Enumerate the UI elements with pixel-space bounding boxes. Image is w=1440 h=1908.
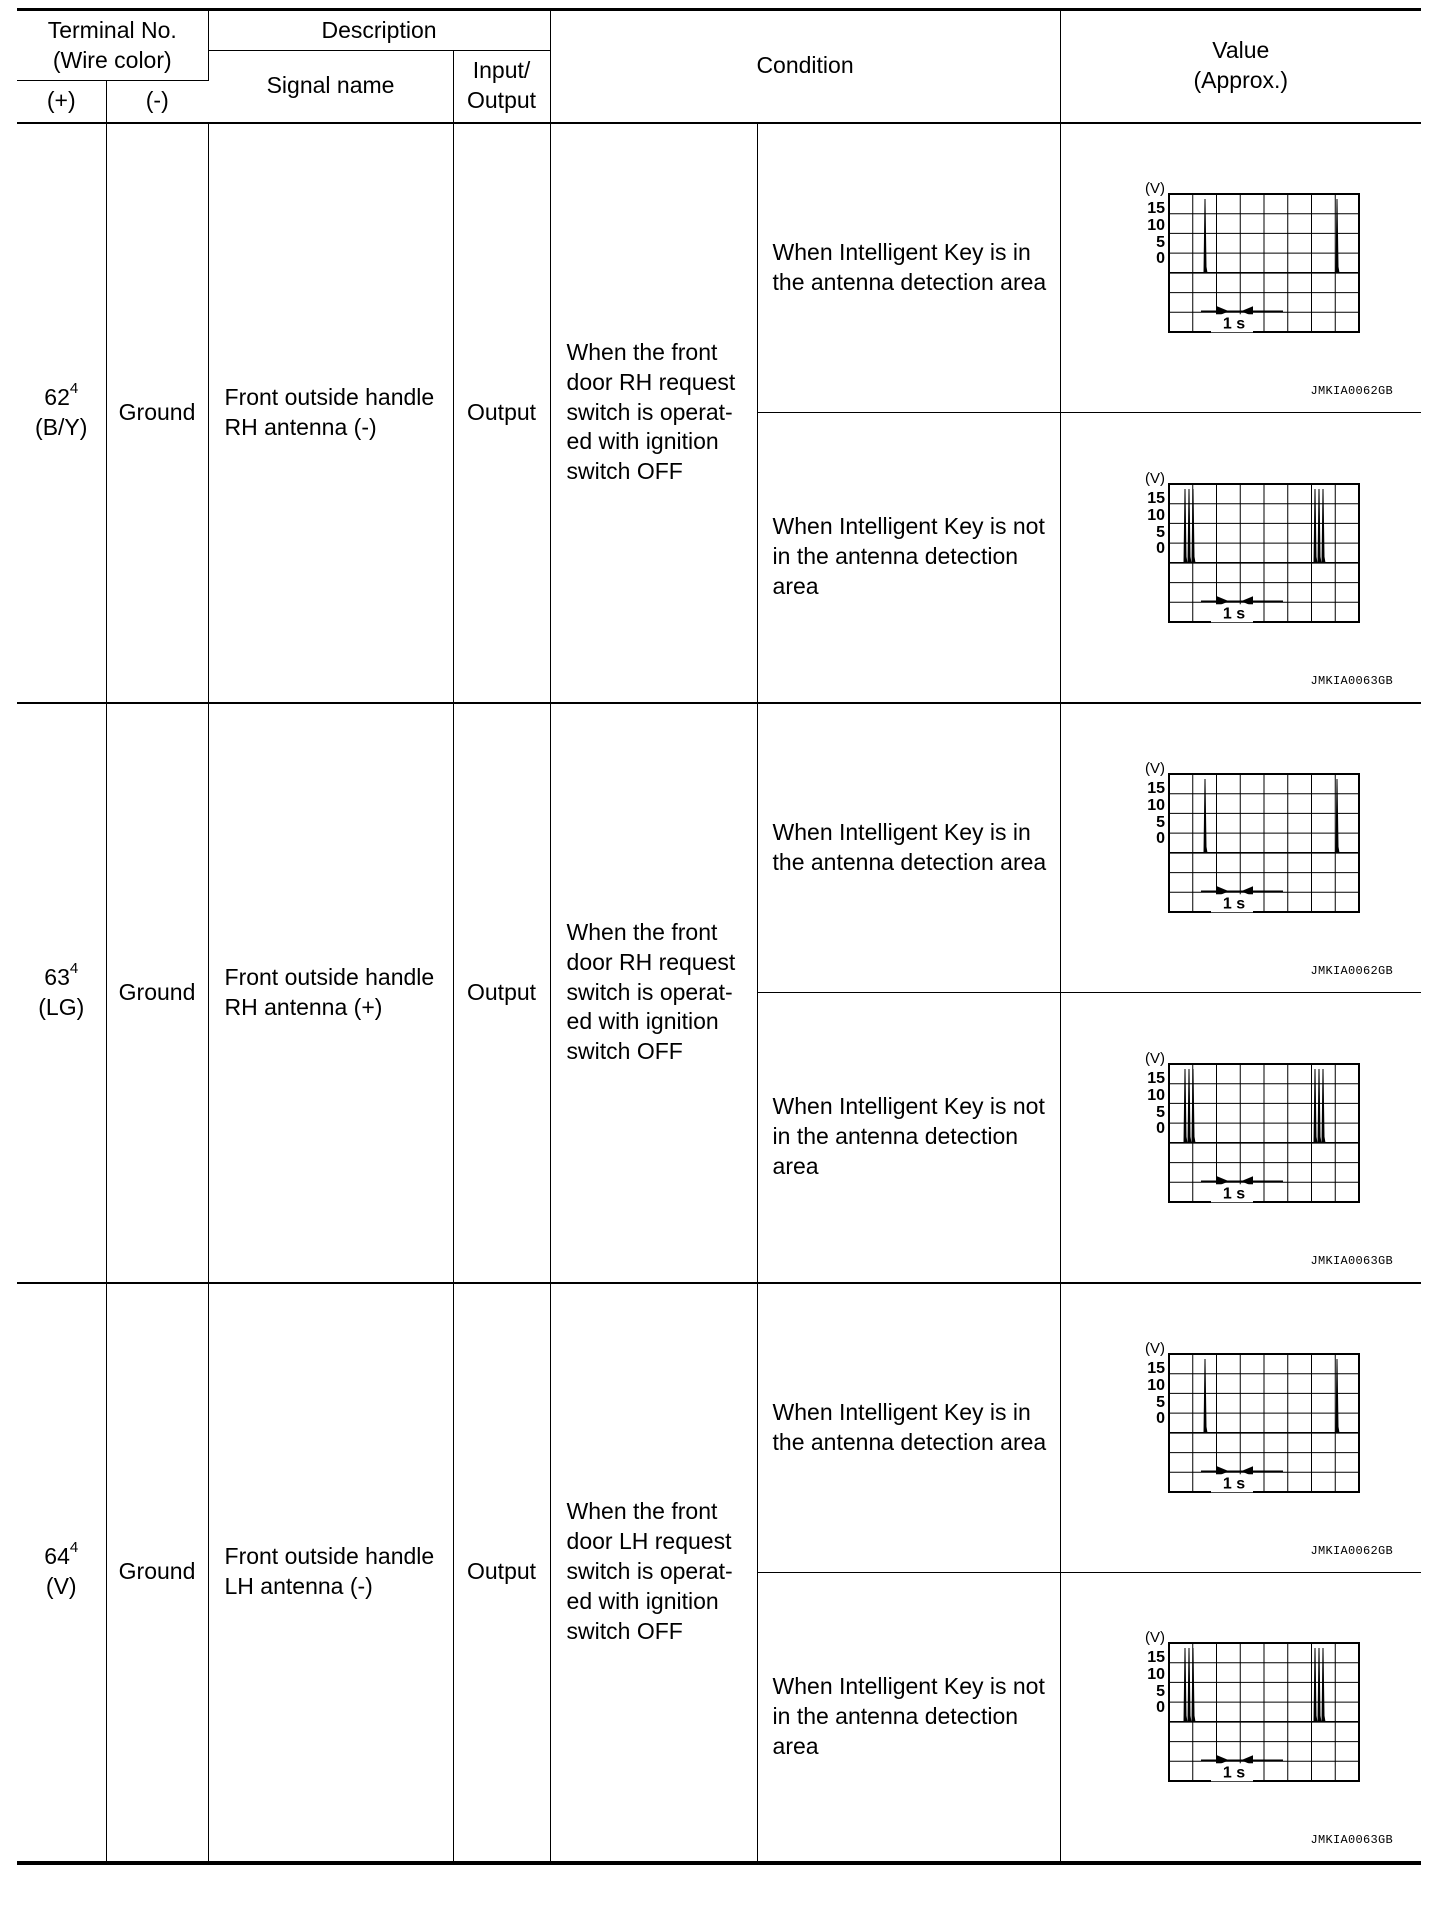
- condition-line: switch OFF: [566, 1038, 683, 1065]
- volt-tick-label: 10: [1146, 797, 1165, 815]
- sub-condition-line: in the antenna detection: [772, 543, 1019, 570]
- volt-tick-label: 5: [1155, 523, 1165, 541]
- pulse-mark: [1192, 489, 1195, 563]
- volt-tick-label: 15: [1146, 780, 1165, 798]
- terminal-footnote: 4: [69, 1539, 79, 1557]
- volt-tick-label: 5: [1155, 1394, 1165, 1412]
- volt-tick-label: 5: [1155, 234, 1165, 252]
- volt-tick-label: 0: [1155, 830, 1165, 848]
- terminal-number: 62: [44, 383, 70, 410]
- header-description: Description: [208, 10, 550, 51]
- sub-condition-line: When Intelligent Key is not: [772, 513, 1045, 540]
- sub-condition-line: in the antenna detection: [772, 1702, 1019, 1729]
- pulse-mark: [1184, 489, 1187, 563]
- terminal-plus-cell: [17, 1283, 106, 1863]
- volt-tick-label: 15: [1146, 489, 1165, 507]
- pulse-mark: [1314, 1648, 1317, 1722]
- value-waveform-cell: [1060, 993, 1421, 1283]
- time-scale-label: 1 s: [1222, 315, 1245, 333]
- table-row: [17, 123, 1421, 413]
- pulse-mark: [1184, 1069, 1187, 1143]
- condition-line: switch is operat-: [566, 398, 733, 425]
- condition-line: When the front: [566, 338, 718, 365]
- time-scale-label: 1 s: [1222, 605, 1245, 623]
- signal-name-cell: [208, 1283, 453, 1863]
- volt-tick-label: 15: [1146, 200, 1165, 218]
- pulse-mark: [1192, 1069, 1195, 1143]
- signal-name-line: Front outside handle: [224, 383, 435, 410]
- signal-name-line: LH antenna (-): [224, 1573, 373, 1599]
- terminal-plus-cell: [17, 703, 106, 1283]
- waveform-graph: [1101, 1340, 1361, 1515]
- condition-line: When the front: [566, 1498, 718, 1525]
- condition-line: ed with ignition: [566, 1587, 719, 1614]
- signal-name-line: Front outside handle: [224, 1543, 435, 1570]
- sub-condition-line: When Intelligent Key is in: [772, 1398, 1031, 1425]
- pulse-mark: [1192, 1648, 1195, 1722]
- pulse-mark: [1336, 1359, 1339, 1433]
- terminal-footnote: 4: [69, 379, 79, 397]
- volt-tick-label: 0: [1155, 1119, 1165, 1137]
- wire-color: (LG): [38, 993, 85, 1020]
- value-waveform-cell: [1060, 123, 1421, 413]
- sub-condition-line: When Intelligent Key is in: [772, 238, 1031, 265]
- pulse-mark: [1318, 1069, 1321, 1143]
- pulse-mark: [1204, 1359, 1207, 1433]
- condition-line: When the front: [566, 918, 718, 945]
- header-condition: Condition: [550, 10, 1060, 123]
- terminal-table: [17, 8, 1421, 1865]
- condition-line: switch is operat-: [566, 978, 733, 1005]
- condition-line: switch OFF: [566, 458, 683, 485]
- sub-condition-line: When Intelligent Key is not: [772, 1093, 1045, 1120]
- sub-condition-cell: [757, 1573, 1060, 1863]
- volt-tick-label: 15: [1146, 1649, 1165, 1667]
- volt-tick-label: 0: [1155, 250, 1165, 268]
- pulse-mark: [1188, 1648, 1191, 1722]
- sub-condition-line: When Intelligent Key is in: [772, 818, 1031, 845]
- time-scale-label: 1 s: [1222, 1185, 1245, 1203]
- waveform-graph: [1101, 1629, 1361, 1804]
- volt-tick-label: 5: [1155, 1103, 1165, 1121]
- waveform-graph: [1101, 1050, 1361, 1225]
- signal-name-line: RH antenna (+): [224, 993, 383, 1020]
- wire-color: (V): [45, 1573, 77, 1599]
- condition-line: switch OFF: [566, 1617, 683, 1644]
- value-waveform-cell: [1060, 703, 1421, 993]
- time-scale-label: 1 s: [1222, 1475, 1245, 1493]
- pulse-mark: [1204, 779, 1207, 853]
- pulse-mark: [1184, 1648, 1187, 1722]
- volt-tick-label: 5: [1155, 1683, 1165, 1701]
- volt-tick-label: 15: [1146, 1069, 1165, 1087]
- input-output-cell: Output: [453, 123, 550, 703]
- pulse-mark: [1336, 199, 1339, 273]
- pulse-mark: [1204, 199, 1207, 273]
- header-signal-name: Signal name: [208, 51, 453, 123]
- pulse-mark: [1322, 1069, 1325, 1143]
- volt-tick-label: 10: [1146, 506, 1165, 524]
- signal-name-line: RH antenna (-): [224, 413, 377, 440]
- volt-tick-label: 0: [1155, 1410, 1165, 1428]
- sub-condition-line: area: [772, 573, 819, 600]
- waveform-graph: [1101, 470, 1361, 645]
- volt-tick-label: 5: [1155, 814, 1165, 832]
- sub-condition-cell: [757, 703, 1060, 993]
- volt-tick-label: 10: [1146, 1377, 1165, 1395]
- volt-tick-label: 0: [1155, 539, 1165, 557]
- time-scale-label: 1 s: [1222, 895, 1245, 913]
- waveform-graph: [1101, 760, 1361, 935]
- condition-line: door RH request: [566, 368, 736, 395]
- sub-condition-cell: [757, 413, 1060, 703]
- condition-line: switch is operat-: [566, 1558, 733, 1585]
- volt-unit-label: (V): [1144, 1049, 1165, 1067]
- sub-condition-line: area: [772, 1732, 819, 1759]
- volt-tick-label: 10: [1146, 1666, 1165, 1684]
- sub-condition-line: When Intelligent Key is not: [772, 1672, 1045, 1699]
- terminal-minus-cell: Ground: [106, 123, 208, 703]
- pulse-mark: [1314, 489, 1317, 563]
- volt-unit-label: (V): [1144, 1629, 1165, 1647]
- wire-color: (B/Y): [35, 413, 88, 440]
- sub-condition-cell: [757, 993, 1060, 1283]
- condition-cell: [550, 123, 757, 703]
- figure-code: JMKIA0063GB: [1310, 673, 1394, 688]
- volt-tick-label: 10: [1146, 217, 1165, 235]
- condition-line: door RH request: [566, 948, 736, 975]
- pulse-mark: [1188, 489, 1191, 563]
- volt-tick-label: 10: [1146, 1086, 1165, 1104]
- waveform-graph: [1101, 180, 1361, 355]
- pulse-mark: [1318, 489, 1321, 563]
- header-terminal-no: Terminal No. (Wire color): [17, 10, 208, 81]
- pulse-mark: [1314, 1069, 1317, 1143]
- header-minus: (-): [106, 81, 208, 123]
- volt-tick-label: 15: [1146, 1360, 1165, 1378]
- pulse-mark: [1188, 1069, 1191, 1143]
- figure-code: JMKIA0063GB: [1310, 1253, 1394, 1268]
- table-row: [17, 1283, 1421, 1573]
- volt-unit-label: (V): [1144, 180, 1165, 198]
- pulse-mark: [1318, 1648, 1321, 1722]
- volt-unit-label: (V): [1144, 760, 1165, 778]
- pulse-mark: [1336, 779, 1339, 853]
- input-output-cell: Output: [453, 1283, 550, 1863]
- terminal-number: 64: [44, 1543, 70, 1570]
- sub-condition-line: in the antenna detection: [772, 1123, 1019, 1150]
- value-waveform-cell: [1060, 413, 1421, 703]
- volt-unit-label: (V): [1144, 1340, 1165, 1358]
- input-output-cell: Output: [453, 703, 550, 1283]
- terminal-minus-cell: Ground: [106, 1283, 208, 1863]
- terminal-number: 63: [44, 963, 70, 990]
- sub-condition-line: the antenna detection area: [772, 848, 1047, 875]
- terminal-minus-cell: Ground: [106, 703, 208, 1283]
- sub-condition-cell: [757, 1283, 1060, 1573]
- condition-cell: [550, 1283, 757, 1863]
- condition-line: ed with ignition: [566, 1008, 719, 1035]
- sub-condition-line: area: [772, 1153, 819, 1180]
- volt-unit-label: (V): [1144, 469, 1165, 487]
- terminal-plus-cell: [17, 123, 106, 703]
- table-row: [17, 703, 1421, 993]
- pulse-mark: [1322, 489, 1325, 563]
- figure-code: JMKIA0062GB: [1310, 964, 1394, 979]
- header-input-output: Input/ Output: [453, 51, 550, 123]
- condition-line: door LH request: [566, 1528, 732, 1555]
- sub-condition-line: the antenna detection area: [772, 1428, 1047, 1455]
- condition-line: ed with ignition: [566, 428, 719, 455]
- signal-name-cell: [208, 703, 453, 1283]
- value-waveform-cell: [1060, 1283, 1421, 1573]
- terminal-footnote: 4: [69, 959, 79, 977]
- signal-name-cell: [208, 123, 453, 703]
- sub-condition-cell: [757, 123, 1060, 413]
- pulse-mark: [1322, 1648, 1325, 1722]
- volt-tick-label: 0: [1155, 1699, 1165, 1717]
- time-scale-label: 1 s: [1222, 1764, 1245, 1782]
- condition-cell: [550, 703, 757, 1283]
- figure-code: JMKIA0063GB: [1310, 1832, 1394, 1847]
- header-plus: (+): [17, 81, 106, 123]
- signal-name-line: Front outside handle: [224, 963, 435, 990]
- sub-condition-line: the antenna detection area: [772, 268, 1047, 295]
- figure-code: JMKIA0062GB: [1310, 1544, 1394, 1559]
- figure-code: JMKIA0062GB: [1310, 384, 1394, 399]
- value-waveform-cell: [1060, 1573, 1421, 1863]
- header-value: Value (Approx.): [1060, 10, 1421, 123]
